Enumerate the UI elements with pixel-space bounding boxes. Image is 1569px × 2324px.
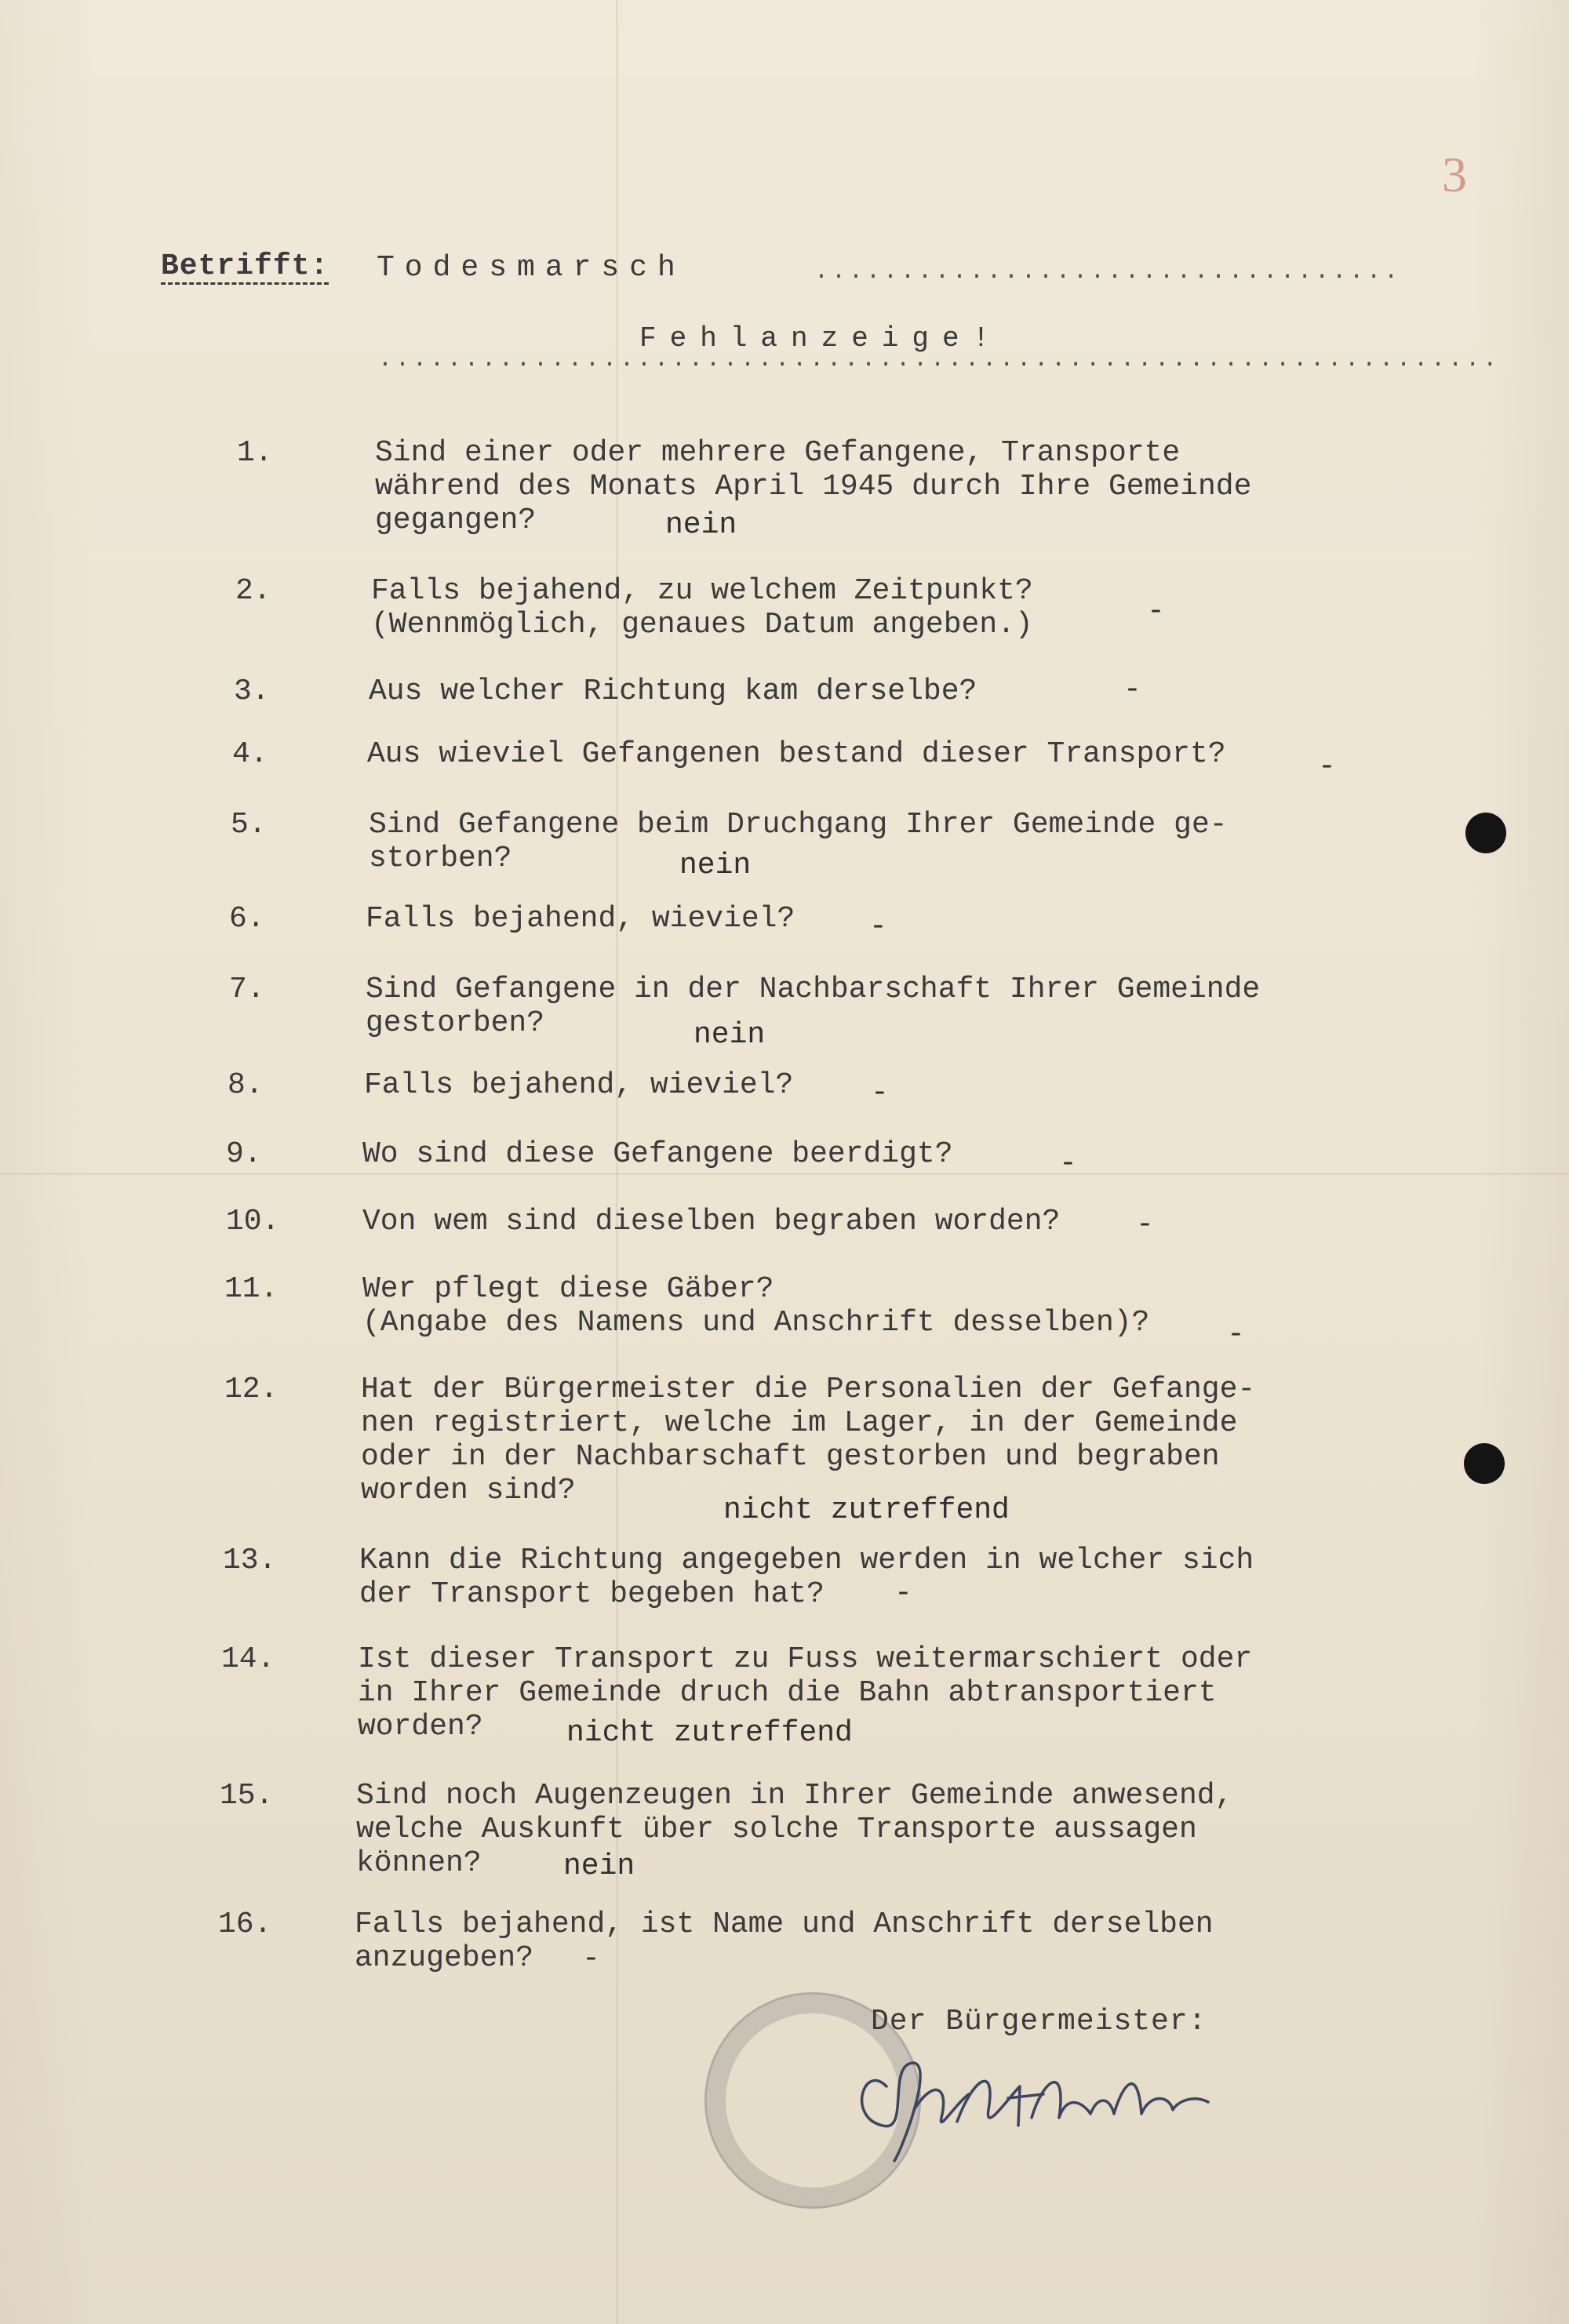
question-line: gegangen? — [375, 504, 537, 537]
answer-text: - — [1123, 673, 1141, 707]
question-text — [367, 737, 1226, 771]
question-text — [364, 1068, 793, 1102]
question-line: oder in der Nachbarschaft gestorben und begraben — [361, 1440, 1220, 1474]
question-number: 1. — [237, 436, 273, 470]
question-line: Hat der Bürgermeister die Personalien der Gefange- — [361, 1373, 1256, 1406]
document-title: Fehlanzeige! — [639, 322, 1003, 355]
question-line: Wer pflegt diese Gäber? — [362, 1272, 774, 1306]
question-line: können? — [356, 1846, 482, 1880]
question-line: welche Auskunft über solche Transporte aussagen — [356, 1813, 1197, 1846]
question-line: während des Monats April 1945 durch Ihre Gemeinde — [375, 470, 1252, 504]
question-number: 6. — [229, 902, 265, 936]
fold-line-horizontal — [0, 1173, 1569, 1175]
answer-text: nein — [665, 508, 737, 542]
answer-text: - — [871, 1076, 889, 1110]
answer-text: nein — [679, 849, 752, 882]
question-number: 14. — [221, 1642, 275, 1676]
question-text — [356, 1779, 1232, 1880]
question-text — [361, 1373, 1255, 1508]
question-line: Sind Gefangene beim Druchgang Ihrer Gemeinde ge- — [369, 808, 1228, 842]
answer-text: - — [1059, 1147, 1077, 1180]
question-line: Sind Gefangene in der Nachbarschaft Ihrer Gemeinde — [366, 973, 1261, 1006]
question-line: worden sind? — [361, 1474, 576, 1508]
question-line: Falls bejahend, zu welchem Zeitpunkt? — [371, 574, 1033, 608]
question-text — [355, 1908, 1214, 1975]
answer-text: - — [869, 910, 887, 944]
question-text — [375, 436, 1251, 537]
question-number: 15. — [220, 1779, 274, 1813]
question-number: 2. — [235, 574, 271, 608]
question-text — [362, 1137, 953, 1171]
question-text — [371, 574, 1033, 642]
dotted-leader: .................................. — [814, 259, 1402, 285]
question-number: 11. — [224, 1272, 278, 1306]
punch-hole-icon — [1464, 1443, 1505, 1484]
question-line: (Wennmöglich, genaues Datum angeben.) — [371, 608, 1033, 642]
question-line: Sind einer oder mehrere Gefangene, Transporte — [375, 436, 1181, 470]
question-line: gestorben? — [366, 1006, 545, 1040]
question-line: storben? — [369, 842, 512, 875]
question-line: Ist dieser Transport zu Fuss weitermarschiert oder — [358, 1642, 1253, 1676]
signer-title: Der Bürgermeister: — [871, 2005, 1207, 2039]
question-line: Falls bejahend, wieviel? — [366, 902, 795, 936]
answer-text: nein — [693, 1018, 766, 1052]
question-line: Falls bejahend, wieviel? — [364, 1068, 794, 1102]
question-text — [369, 808, 1228, 875]
answer-text: - — [1227, 1318, 1245, 1351]
question-text — [366, 902, 795, 936]
question-text — [362, 1272, 1149, 1340]
question-number: 7. — [229, 973, 265, 1006]
answer-text: nein — [563, 1849, 635, 1883]
question-line: Kann die Richtung angegeben werden in welcher sich — [359, 1544, 1254, 1577]
question-number: 4. — [232, 737, 268, 771]
question-line: der Transport begeben hat? — [359, 1577, 825, 1611]
question-number: 8. — [228, 1068, 264, 1102]
question-text — [359, 1544, 1254, 1611]
question-number: 5. — [231, 808, 267, 842]
question-number: 10. — [226, 1205, 280, 1238]
question-line: in Ihrer Gemeinde druch die Bahn abtransportiert — [358, 1676, 1217, 1710]
answer-text: - — [1318, 750, 1336, 784]
question-number: 9. — [226, 1137, 262, 1171]
question-line: Sind noch Augenzeugen in Ihrer Gemeinde anwesend, — [356, 1779, 1233, 1813]
question-line: worden? — [358, 1710, 483, 1744]
question-number: 16. — [218, 1908, 272, 1941]
question-number: 3. — [234, 675, 270, 708]
question-line: anzugeben? — [355, 1941, 534, 1975]
punch-hole-icon — [1465, 813, 1506, 853]
subject-label: Betrifft: — [161, 249, 329, 283]
question-number: 12. — [224, 1373, 278, 1406]
question-line: Aus welcher Richtung kam derselbe? — [369, 675, 977, 708]
question-line: Aus wieviel Gefangenen bestand dieser Transport? — [367, 737, 1226, 771]
handwritten-signature — [839, 2031, 1216, 2165]
question-number: 13. — [223, 1544, 277, 1577]
answer-text: nicht zutreffend — [723, 1493, 1010, 1527]
question-line: Von wem sind dieselben begraben worden? — [362, 1205, 1061, 1238]
answer-text: - — [582, 1942, 600, 1976]
dotted-rule: ................................................................. — [378, 347, 1501, 373]
subject-value: Todesmarsch — [377, 251, 686, 285]
page-number-mark: 3 — [1442, 147, 1467, 202]
question-text — [369, 675, 977, 708]
answer-text: - — [1136, 1208, 1154, 1242]
answer-text: - — [1147, 595, 1165, 628]
question-text — [362, 1205, 1060, 1238]
question-line: (Angabe des Namens und Anschrift desselben)? — [362, 1306, 1150, 1340]
question-text — [366, 973, 1260, 1040]
question-line: Wo sind diese Gefangene beerdigt? — [362, 1137, 953, 1171]
question-line: Falls bejahend, ist Name und Anschrift derselben — [355, 1908, 1214, 1941]
answer-text: nicht zutreffend — [566, 1716, 853, 1750]
answer-text: - — [894, 1577, 912, 1610]
question-line: nen registriert, welche im Lager, in der Gemeinde — [361, 1406, 1238, 1440]
